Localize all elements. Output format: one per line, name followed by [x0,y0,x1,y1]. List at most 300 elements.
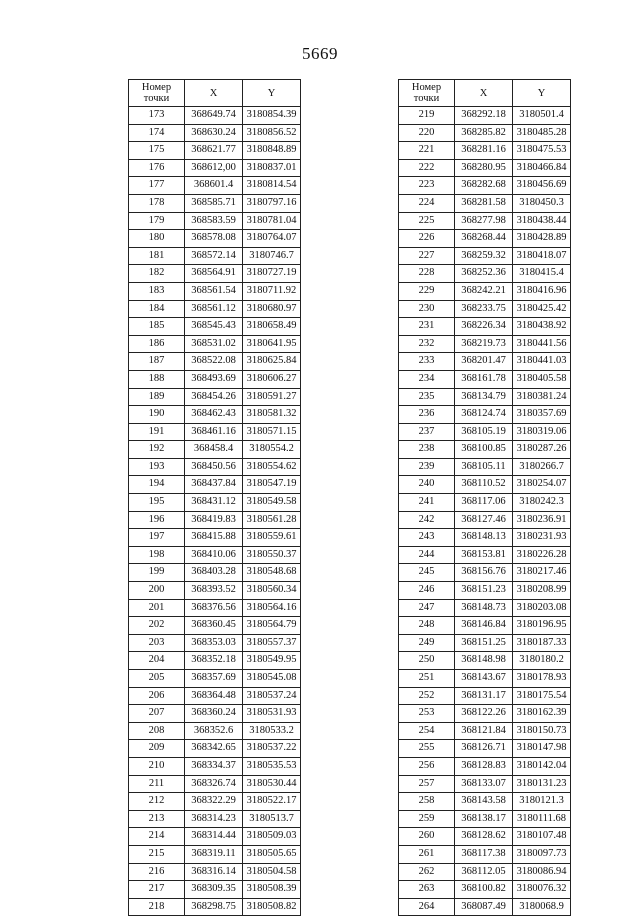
x-coordinate-cell: 368522.08 [185,353,243,371]
y-coordinate-cell: 3180236.91 [513,511,571,529]
y-coordinate-cell: 3180535.53 [243,757,301,775]
point-number-cell: 221 [399,142,455,160]
point-number-cell: 245 [399,564,455,582]
table-row [129,511,301,529]
x-coordinate-cell: 368259.32 [455,247,513,265]
table-header-row [399,80,571,107]
y-coordinate-cell: 3180416.96 [513,282,571,300]
y-coordinate-cell: 3180547.19 [243,476,301,494]
y-coordinate-cell: 3180441.03 [513,353,571,371]
x-coordinate-cell: 368148.98 [455,652,513,670]
point-number-cell: 194 [129,476,185,494]
point-number-cell: 263 [399,881,455,899]
point-number-cell: 236 [399,406,455,424]
point-number-cell: 179 [129,212,185,230]
x-coordinate-cell: 368143.58 [455,793,513,811]
y-coordinate-cell: 3180381.24 [513,388,571,406]
table-row [399,107,571,125]
x-coordinate-cell: 368612,00 [185,159,243,177]
table-row [399,722,571,740]
table-row [399,863,571,881]
table-row [399,511,571,529]
point-number-cell: 264 [399,898,455,916]
table-row [129,476,301,494]
x-coordinate-cell: 368360.24 [185,705,243,723]
x-coordinate-cell: 368352.18 [185,652,243,670]
point-number-cell: 175 [129,142,185,160]
y-coordinate-cell: 3180727.19 [243,265,301,283]
point-number-cell: 257 [399,775,455,793]
y-coordinate-cell: 3180456.69 [513,177,571,195]
x-coordinate-cell: 368314.44 [185,828,243,846]
point-number-cell: 206 [129,687,185,705]
point-number-cell: 249 [399,634,455,652]
x-coordinate-cell: 368242.21 [455,282,513,300]
x-coordinate-cell: 368151.23 [455,582,513,600]
point-number-cell: 233 [399,353,455,371]
x-coordinate-cell: 368131.17 [455,687,513,705]
table-header-row [129,80,301,107]
table-row [399,212,571,230]
table-row [129,230,301,248]
point-number-cell: 240 [399,476,455,494]
table-row [399,282,571,300]
table-row [399,564,571,582]
y-coordinate-cell: 3180076.32 [513,881,571,899]
y-coordinate-cell: 3180357.69 [513,406,571,424]
table-row [129,881,301,899]
table-row [399,757,571,775]
x-coordinate-cell: 368578.08 [185,230,243,248]
point-number-cell: 181 [129,247,185,265]
point-number-cell: 212 [129,793,185,811]
point-number-cell: 219 [399,107,455,125]
x-coordinate-cell: 368309.35 [185,881,243,899]
table-row [129,177,301,195]
y-coordinate-cell: 3180545.08 [243,670,301,688]
table-row [129,722,301,740]
table-row [129,353,301,371]
point-number-cell: 235 [399,388,455,406]
table-row [399,476,571,494]
y-coordinate-cell: 3180550.37 [243,546,301,564]
y-coordinate-cell: 3180509.03 [243,828,301,846]
y-coordinate-cell: 3180441.56 [513,335,571,353]
point-number-cell: 247 [399,599,455,617]
point-number-cell: 208 [129,722,185,740]
x-coordinate-cell: 368458.4 [185,441,243,459]
y-coordinate-cell: 3180504.58 [243,863,301,881]
table-row [129,705,301,723]
y-coordinate-cell: 3180466.84 [513,159,571,177]
x-coordinate-cell: 368156.76 [455,564,513,582]
y-coordinate-cell: 3180203.08 [513,599,571,617]
x-coordinate-cell: 368105.11 [455,458,513,476]
table-row [399,687,571,705]
x-coordinate-cell: 368280.95 [455,159,513,177]
point-number-cell: 234 [399,370,455,388]
point-number-cell: 188 [129,370,185,388]
table-row [129,441,301,459]
x-coordinate-cell: 368161.78 [455,370,513,388]
x-coordinate-cell: 368127.46 [455,511,513,529]
x-coordinate-cell: 368326.74 [185,775,243,793]
table-row [399,406,571,424]
table-row [129,740,301,758]
point-number-cell: 244 [399,546,455,564]
point-number-cell: 241 [399,494,455,512]
x-coordinate-cell: 368201.47 [455,353,513,371]
point-number-cell: 216 [129,863,185,881]
x-coordinate-cell: 368226.34 [455,318,513,336]
table-row [129,124,301,142]
point-number-cell: 259 [399,810,455,828]
table-row [129,670,301,688]
x-coordinate-cell: 368122.26 [455,705,513,723]
table-row [399,335,571,353]
y-coordinate-cell: 3180097.73 [513,845,571,863]
table-row [129,828,301,846]
y-coordinate-cell: 3180711.92 [243,282,301,300]
point-number-cell: 186 [129,335,185,353]
y-coordinate-cell: 3180415.4 [513,265,571,283]
x-coordinate-cell: 368393.52 [185,582,243,600]
header-point-line2: точки [413,93,440,104]
table-row [399,388,571,406]
x-coordinate-cell: 368415.88 [185,529,243,547]
header-y: Y [513,80,571,107]
x-coordinate-cell: 368314.23 [185,810,243,828]
y-coordinate-cell: 3180625.84 [243,353,301,371]
y-coordinate-cell: 3180111.68 [513,810,571,828]
table-row [129,582,301,600]
table-row [399,423,571,441]
header-x: X [455,80,513,107]
table-row [129,634,301,652]
table-row [399,300,571,318]
x-coordinate-cell: 368252.36 [455,265,513,283]
point-number-cell: 177 [129,177,185,195]
y-coordinate-cell: 3180428.89 [513,230,571,248]
y-coordinate-cell: 3180405.58 [513,370,571,388]
y-coordinate-cell: 3180537.22 [243,740,301,758]
point-number-cell: 178 [129,194,185,212]
table-row [129,775,301,793]
x-coordinate-cell: 368531.02 [185,335,243,353]
y-coordinate-cell: 3180121.3 [513,793,571,811]
point-number-cell: 237 [399,423,455,441]
point-number-cell: 262 [399,863,455,881]
x-coordinate-cell: 368282.68 [455,177,513,195]
y-coordinate-cell: 3180764.07 [243,230,301,248]
point-number-cell: 200 [129,582,185,600]
y-coordinate-cell: 3180418.07 [513,247,571,265]
table-row [399,740,571,758]
point-number-cell: 209 [129,740,185,758]
y-coordinate-cell: 3180554.2 [243,441,301,459]
point-number-cell: 256 [399,757,455,775]
y-coordinate-cell: 3180508.39 [243,881,301,899]
point-number-cell: 239 [399,458,455,476]
table-row [129,300,301,318]
x-coordinate-cell: 368357.69 [185,670,243,688]
x-coordinate-cell: 368100.85 [455,441,513,459]
point-number-cell: 198 [129,546,185,564]
point-number-cell: 202 [129,617,185,635]
y-coordinate-cell: 3180837.01 [243,159,301,177]
point-number-cell: 220 [399,124,455,142]
y-coordinate-cell: 3180549.95 [243,652,301,670]
point-number-cell: 190 [129,406,185,424]
point-number-cell: 254 [399,722,455,740]
point-number-cell: 193 [129,458,185,476]
x-coordinate-cell: 368153.81 [455,546,513,564]
point-number-cell: 252 [399,687,455,705]
x-coordinate-cell: 368148.13 [455,529,513,547]
table-row [399,793,571,811]
x-coordinate-cell: 368621.77 [185,142,243,160]
x-coordinate-cell: 368572.14 [185,247,243,265]
point-number-cell: 187 [129,353,185,371]
y-coordinate-cell: 3180162.39 [513,705,571,723]
y-coordinate-cell: 3180856.52 [243,124,301,142]
table-row [399,318,571,336]
x-coordinate-cell: 368319.11 [185,845,243,863]
y-coordinate-cell: 3180581.32 [243,406,301,424]
table-row [129,212,301,230]
point-number-cell: 173 [129,107,185,125]
x-coordinate-cell: 368322.29 [185,793,243,811]
point-number-cell: 183 [129,282,185,300]
table-row [399,142,571,160]
x-coordinate-cell: 368219.73 [455,335,513,353]
x-coordinate-cell: 368334.37 [185,757,243,775]
y-coordinate-cell: 3180746.7 [243,247,301,265]
x-coordinate-cell: 368110.52 [455,476,513,494]
table-row [129,107,301,125]
x-coordinate-cell: 368601.4 [185,177,243,195]
x-coordinate-cell: 368561.12 [185,300,243,318]
table-row [129,194,301,212]
point-number-cell: 199 [129,564,185,582]
table-row [399,370,571,388]
y-coordinate-cell: 3180438.92 [513,318,571,336]
point-number-cell: 215 [129,845,185,863]
y-coordinate-cell: 3180217.46 [513,564,571,582]
y-coordinate-cell: 3180175.54 [513,687,571,705]
x-coordinate-cell: 368493.69 [185,370,243,388]
point-number-cell: 250 [399,652,455,670]
table-row [129,388,301,406]
x-coordinate-cell: 368410.06 [185,546,243,564]
x-coordinate-cell: 368121.84 [455,722,513,740]
table-row [399,898,571,916]
x-coordinate-cell: 368087.49 [455,898,513,916]
table-row [399,670,571,688]
table-row [129,265,301,283]
table-row [399,494,571,512]
table-row [399,124,571,142]
y-coordinate-cell: 3180571.15 [243,423,301,441]
x-coordinate-cell: 368630.24 [185,124,243,142]
table-row [399,828,571,846]
y-coordinate-cell: 3180505.65 [243,845,301,863]
table-row [129,687,301,705]
x-coordinate-cell: 368268.44 [455,230,513,248]
x-coordinate-cell: 368100.82 [455,881,513,899]
x-coordinate-cell: 368277.98 [455,212,513,230]
x-coordinate-cell: 368583.59 [185,212,243,230]
point-number-cell: 210 [129,757,185,775]
point-number-cell: 227 [399,247,455,265]
point-number-cell: 191 [129,423,185,441]
table-row [129,423,301,441]
table-row [129,406,301,424]
x-coordinate-cell: 368285.82 [455,124,513,142]
y-coordinate-cell: 3180254.07 [513,476,571,494]
point-number-cell: 182 [129,265,185,283]
x-coordinate-cell: 368138.17 [455,810,513,828]
y-coordinate-cell: 3180531.93 [243,705,301,723]
point-number-cell: 238 [399,441,455,459]
table-row [399,265,571,283]
y-coordinate-cell: 3180208.99 [513,582,571,600]
x-coordinate-cell: 368364.48 [185,687,243,705]
x-coordinate-cell: 368117.38 [455,845,513,863]
point-number-cell: 174 [129,124,185,142]
point-number-cell: 211 [129,775,185,793]
table-row [399,247,571,265]
x-coordinate-cell: 368454.26 [185,388,243,406]
y-coordinate-cell: 3180242.3 [513,494,571,512]
point-number-cell: 261 [399,845,455,863]
coordinates-table-right [398,79,571,916]
y-coordinate-cell: 3180508.82 [243,898,301,916]
x-coordinate-cell: 368281.58 [455,194,513,212]
header-point-line1: Номер [411,82,442,93]
header-y: Y [243,80,301,107]
y-coordinate-cell: 3180475.53 [513,142,571,160]
table-row [399,617,571,635]
y-coordinate-cell: 3180549.58 [243,494,301,512]
y-coordinate-cell: 3180287.26 [513,441,571,459]
header-x: X [185,80,243,107]
x-coordinate-cell: 368148.73 [455,599,513,617]
x-coordinate-cell: 368342.65 [185,740,243,758]
header-point-line1: Номер [141,82,172,93]
y-coordinate-cell: 3180557.37 [243,634,301,652]
point-number-cell: 204 [129,652,185,670]
y-coordinate-cell: 3180231.93 [513,529,571,547]
x-coordinate-cell: 368564.91 [185,265,243,283]
table-row [399,810,571,828]
table-row [399,177,571,195]
x-coordinate-cell: 368431.12 [185,494,243,512]
header-point-line2: точки [143,93,170,104]
y-coordinate-cell: 3180131.23 [513,775,571,793]
table-row [399,458,571,476]
point-number-cell: 176 [129,159,185,177]
x-coordinate-cell: 368353.03 [185,634,243,652]
point-number-cell: 217 [129,881,185,899]
table-row [129,617,301,635]
point-number-cell: 253 [399,705,455,723]
table-row [399,546,571,564]
table-row [129,335,301,353]
table-row [129,863,301,881]
point-number-cell: 251 [399,670,455,688]
table-row [129,564,301,582]
point-number-cell: 214 [129,828,185,846]
point-number-cell: 226 [399,230,455,248]
table-body-right [399,107,571,916]
y-coordinate-cell: 3180814.54 [243,177,301,195]
point-number-cell: 230 [399,300,455,318]
x-coordinate-cell: 368545.43 [185,318,243,336]
y-coordinate-cell: 3180501.4 [513,107,571,125]
point-number-cell: 248 [399,617,455,635]
y-coordinate-cell: 3180554.62 [243,458,301,476]
table-row [399,353,571,371]
x-coordinate-cell: 368298.75 [185,898,243,916]
table-row [399,582,571,600]
table-row [399,705,571,723]
x-coordinate-cell: 368437.84 [185,476,243,494]
table-row [129,247,301,265]
point-number-cell: 205 [129,670,185,688]
y-coordinate-cell: 3180187.33 [513,634,571,652]
point-number-cell: 189 [129,388,185,406]
y-coordinate-cell: 3180564.16 [243,599,301,617]
y-coordinate-cell: 3180548.68 [243,564,301,582]
point-number-cell: 201 [129,599,185,617]
y-coordinate-cell: 3180564.79 [243,617,301,635]
y-coordinate-cell: 3180513.7 [243,810,301,828]
x-coordinate-cell: 368281.16 [455,142,513,160]
y-coordinate-cell: 3180068.9 [513,898,571,916]
table-row [129,599,301,617]
x-coordinate-cell: 368585.71 [185,194,243,212]
y-coordinate-cell: 3180226.28 [513,546,571,564]
y-coordinate-cell: 3180107.48 [513,828,571,846]
x-coordinate-cell: 368561.54 [185,282,243,300]
point-number-cell: 218 [129,898,185,916]
y-coordinate-cell: 3180560.34 [243,582,301,600]
page-number: 5669 [302,44,338,63]
y-coordinate-cell: 3180591.27 [243,388,301,406]
table-row [399,845,571,863]
table-body-left [129,107,301,916]
point-number-cell: 203 [129,634,185,652]
y-coordinate-cell: 3180658.49 [243,318,301,336]
table-row [399,194,571,212]
point-number-cell: 223 [399,177,455,195]
table-row [129,494,301,512]
point-number-cell: 232 [399,335,455,353]
y-coordinate-cell: 3180319.06 [513,423,571,441]
y-coordinate-cell: 3180854.39 [243,107,301,125]
y-coordinate-cell: 3180425.42 [513,300,571,318]
y-coordinate-cell: 3180178.93 [513,670,571,688]
x-coordinate-cell: 368233.75 [455,300,513,318]
x-coordinate-cell: 368292.18 [455,107,513,125]
y-coordinate-cell: 3180781.04 [243,212,301,230]
y-coordinate-cell: 3180086.94 [513,863,571,881]
point-number-cell: 184 [129,300,185,318]
point-number-cell: 213 [129,810,185,828]
point-number-cell: 207 [129,705,185,723]
table-row [129,282,301,300]
